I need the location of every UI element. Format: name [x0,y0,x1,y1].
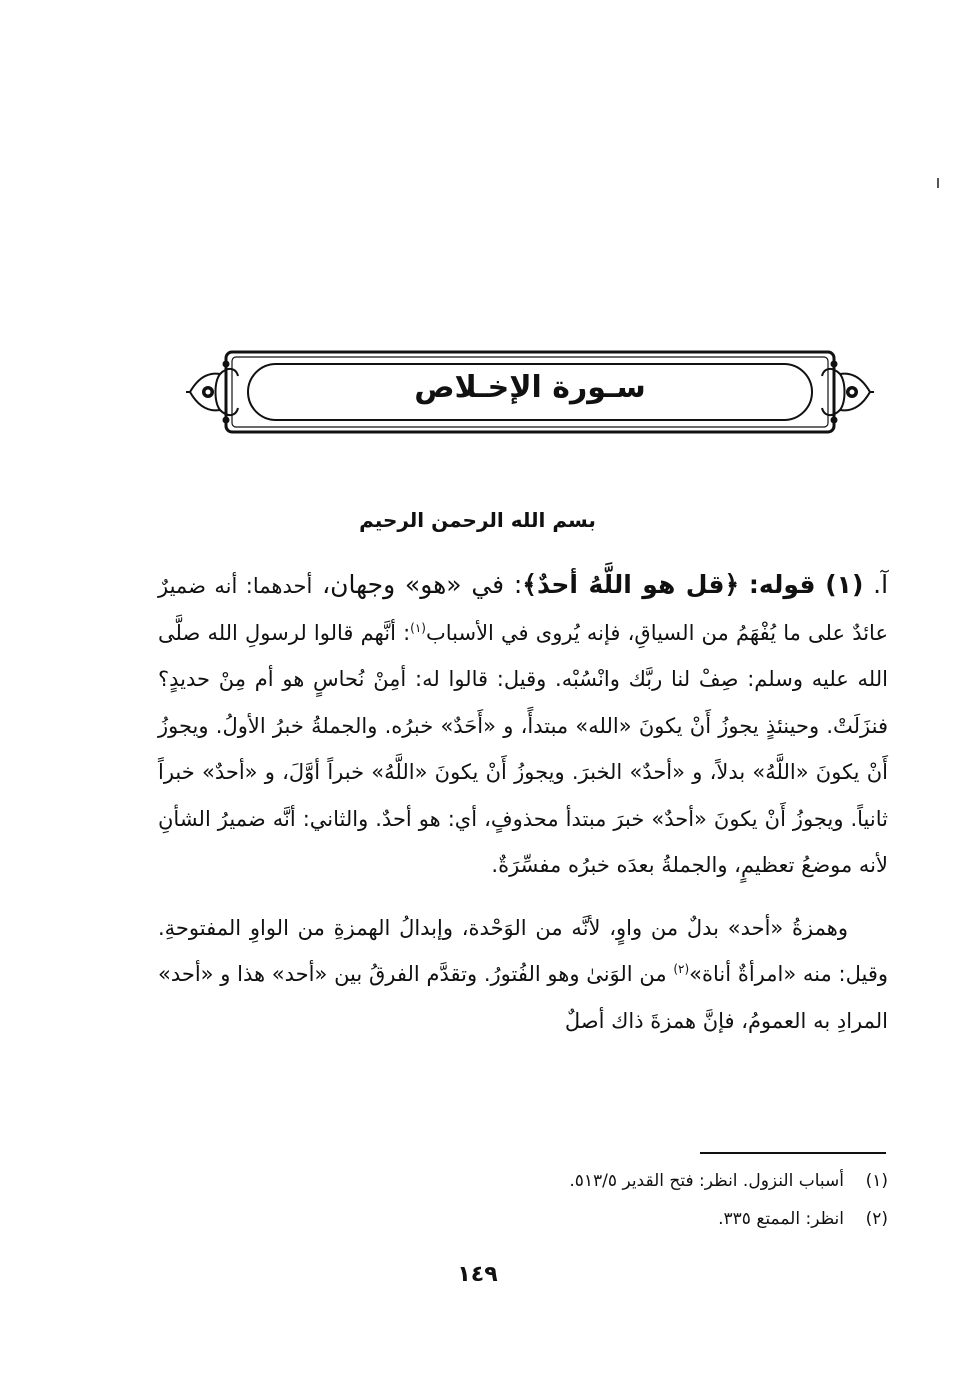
footnote-number: (١) [865,1171,888,1191]
footnotes [158,1162,888,1238]
footnote-1 [158,1162,888,1200]
verse-number: (١) [825,570,864,599]
paragraph-2-text-a: وهمزةُ «أحد» بدلٌ من واوٍ، لأنَّه من الوَحْدة، وإبدالُ الهمزةِ من الواوِ المفتوحةِ. وقيل: منه «امرأةٌ أناة» [158,915,888,986]
footnote-ref-2[interactable]: (٢) [673,962,690,976]
footnote-ref-1[interactable]: (١) [410,620,426,635]
scan-speck [937,178,939,188]
paragraph-1-text-a: أحدهما: أنه ضميرٌ عائدٌ على ما يُفْهَمُ من السياقِ، فإنه يُروى في الأسباب [158,574,888,645]
verse-label: قوله: [748,570,816,599]
paragraph-1-text-b: : أنَّهم قالوا لرسولِ الله صلَّى الله عليه وسلم: صِفْ لنا ربَّك وانْسُبْه. وقيل: قالوا له: أمِنْ نُحاسٍ هو أم مِنْ حديدٍ؟ فنزَلَتْ. وحينئذٍ يجوزُ أَنْ يكونَ «الله» مبتدأً، و «أَحَدٌ» خبرُه. والجملةُ خبرُ الأولُ. ويجوزُ أَنْ يكونَ «اللَّهُ» بدلاً، و «أحدٌ» الخبرَ. ويجوزُ أَنْ يكونَ «اللَّهُ» خبراً أوَّلَ، و «أحدٌ» خبراً ثانياً. ويجوزُ أَنْ يكونَ «أحدٌ» خبرَ مبتدأ محذوفٍ، أي: هو أحدٌ. والثاني: أنَّه ضميرُ الشأنِ لأنه موضعُ تعظيمٍ، والجملةُ بعدَه خبرُه مفسِّرَةٌ. [158,620,888,877]
footnote-text: أسباب النزول. انظر: فتح القدير ٥١٣/٥. [569,1171,844,1191]
commentary-body [158,562,888,1044]
footnote-text: انظر: الممتع ٣٣٥. [718,1209,844,1229]
paragraph-1 [158,562,888,889]
quran-verse: ﴿قل هو اللَّهُ أحدٌ﴾ [522,570,740,599]
footnote-number: (٢) [865,1209,888,1229]
surah-title: سـورة الإخـلاص [414,370,646,405]
footnote-2 [158,1200,888,1238]
section-marker: آ. [873,570,889,599]
page-number: ١٤٩ [457,1262,498,1287]
surah-header-frame [186,348,874,436]
verse-heading-rest: : في «هو» وجهان، [322,570,523,599]
paragraph-2 [158,905,888,1045]
basmala: بسم الله الرحمن الرحيم [359,508,596,532]
paragraph-2-text-b: من الوَنىٰ وهو الفُتورُ. وتقدَّم الفرقُ بين «أحد» هذا و «أحد» المرادِ به العمومُ، فإنَّ همزةَ ذاك أصلٌ [158,962,888,1033]
footnote-divider [700,1152,886,1154]
verse-heading [312,570,888,599]
